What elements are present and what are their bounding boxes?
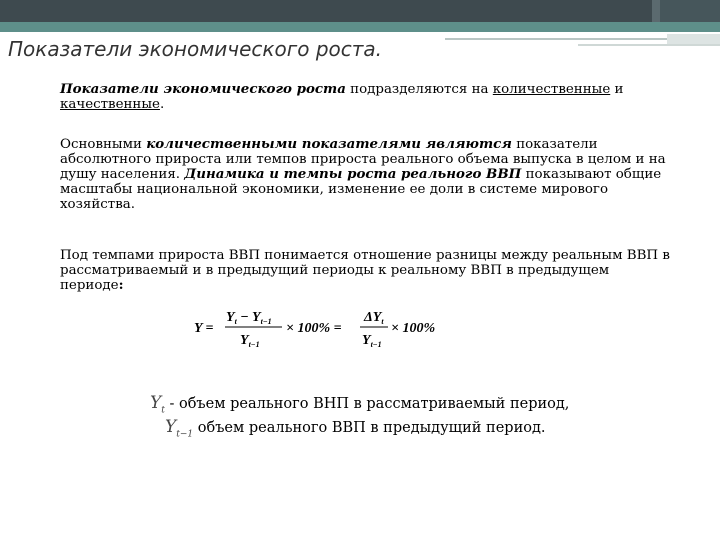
paragraph-quantitative bbox=[60, 137, 670, 212]
title-rule bbox=[445, 38, 667, 40]
text: и bbox=[610, 82, 624, 97]
paragraph-types bbox=[60, 82, 670, 112]
formula-denominator-1: $Y_{t-1}$ bbox=[240, 333, 260, 349]
term-growth-indicators: Показатели экономического роста bbox=[60, 81, 346, 97]
text: Основными bbox=[60, 137, 147, 152]
teal-band bbox=[0, 22, 720, 32]
formula-middle: × 100% = bbox=[286, 321, 342, 336]
term-gdp-dynamics: Динамика и темпы роста реального ВВП bbox=[184, 166, 522, 182]
paragraph-growth-rate bbox=[60, 248, 670, 293]
symbol-y-t: $Y_t$ bbox=[150, 393, 165, 416]
colon: : bbox=[118, 277, 124, 293]
formula-numerator-1: $Y_t - Y_{t-1}$ bbox=[226, 310, 272, 326]
text: подразделяются на bbox=[345, 82, 493, 97]
legend-line-current bbox=[150, 393, 569, 415]
formula-end: × 100% bbox=[391, 321, 436, 336]
legend-line-previous bbox=[165, 417, 546, 439]
text: Под темпами прироста ВВП понимается отношение разницы между реальным ВВП в рассматриваемый и в предыдущий периоды к реальному ВВП в предыдущем периоде bbox=[60, 248, 670, 293]
title-rule-secondary bbox=[578, 44, 720, 46]
growth-rate-formula bbox=[192, 306, 452, 356]
formula-numerator-2: $\Delta Y_t$ bbox=[364, 310, 384, 326]
term-qualitative: качественные bbox=[60, 97, 160, 112]
text: показатели абсолютного прироста или темпов прироста реального объема выпуска в целом и на душу населения. bbox=[60, 137, 666, 182]
term-quantitative: количественные bbox=[492, 82, 611, 97]
formula-denominator-2: $Y_{t-1}$ bbox=[362, 333, 382, 349]
page-title: Показатели экономического роста. bbox=[8, 37, 383, 61]
text: . bbox=[159, 97, 165, 112]
top-bar-accent bbox=[660, 0, 720, 22]
top-bar bbox=[0, 0, 720, 22]
term-main-quantitative: количественными показателями являются bbox=[146, 136, 512, 152]
legend-text-previous: объем реального ВВП в предыдущий период. bbox=[193, 420, 546, 436]
text: показывают общие масштабы национальной экономики, изменение ее доли в системе мирового хозяйства. bbox=[60, 167, 662, 212]
formula-lhs: Y = bbox=[194, 321, 214, 336]
symbol-y-t-1: $Y_{t-1}$ bbox=[165, 417, 194, 440]
top-bar-accent-stripe bbox=[652, 0, 660, 22]
legend-text-current: - объем реального ВНП в рассматриваемый период, bbox=[164, 396, 570, 412]
